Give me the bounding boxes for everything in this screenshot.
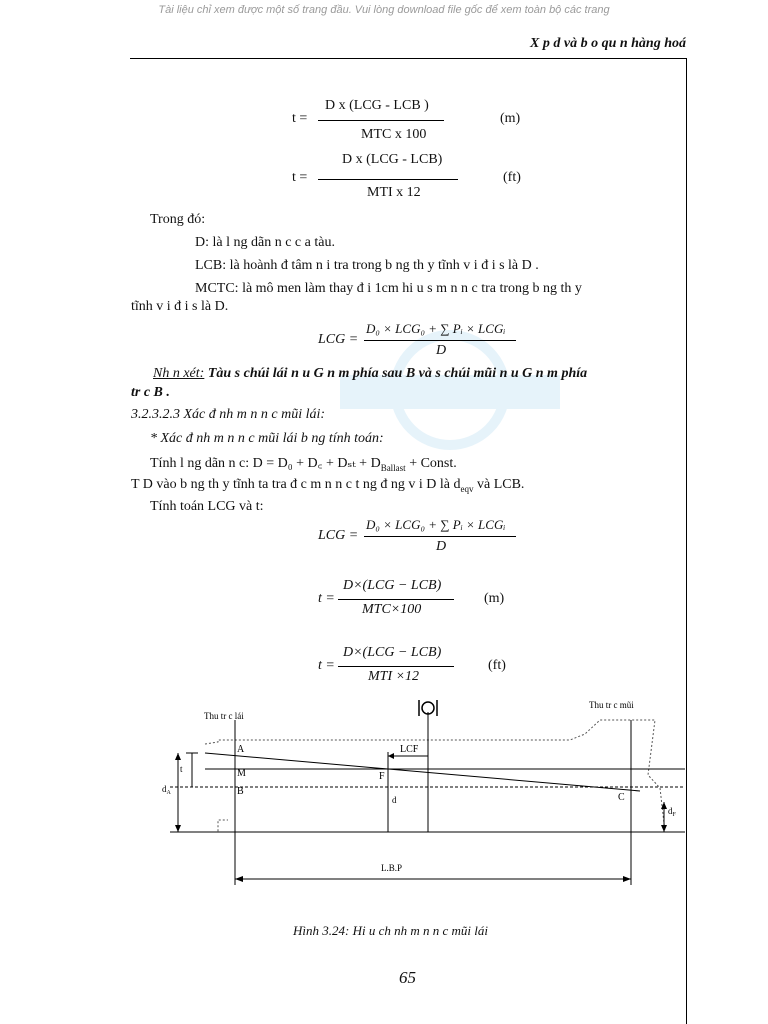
lcg-formula-bar [364,340,516,341]
lcg-formula-numerator: D₀ × LCG₀ + ∑ Pᵢ × LCGᵢ [366,321,506,336]
aft-perpendicular-label: Thu tr c lái [204,711,244,721]
t-formula-ft-numerator: D×(LCG − LCB) [343,645,442,660]
remark-line2: tr c B . [131,385,170,400]
hull-outline [205,720,665,832]
lcg-formula-lhs: LCG = [318,332,359,347]
preview-banner: Tài liệu chỉ xem được một số trang đầu. Vui lòng download file gốc để xem toàn bộ các trang [158,4,610,16]
hydrostatic-text: T D vào b ng th y tĩnh ta tra đ c m n n c t ng đ ng v i D là d [131,477,461,492]
trong-do-label: Trong đó: [150,212,206,227]
t-formula-m-lhs: t = [318,591,335,606]
section-subheading: * Xác đ nh m n n c mũi lái b ng tính toán: [150,431,384,446]
displacement-line [150,453,457,473]
hydrostatic-line [131,477,524,494]
lbp-label: L.B.P [381,863,403,873]
lcg-formula2-lhs: LCG = [318,528,359,543]
lcg-formula2-numerator: D₀ × LCG₀ + ∑ Pᵢ × LCGᵢ [366,517,506,532]
header-rule [130,58,686,59]
trim-diagram [0,690,768,910]
section-heading: 3.2.3.2.3 Xác đ nh m n n c mũi lái: [131,407,326,422]
lcf-label: LCF [400,744,419,755]
t-formula-m-denominator: MTC×100 [362,602,422,617]
point-a-label: A [237,744,245,755]
remark-label: Nh n xét: [153,366,205,381]
point-m-label: M [237,768,246,779]
lcg-formula-denominator: D [436,343,447,358]
figure-caption: Hình 3.24: Hi u ch nh m n n c mũi lái [293,923,488,938]
definition-d: D: là l ng dãn n c c a tàu. [195,235,335,250]
point-f-label: F [379,771,385,782]
trimmed-waterline [205,753,640,791]
t-formula-m-numerator: D×(LCG − LCB) [343,578,442,593]
formula-ft-bar [318,179,458,180]
remark-line1 [153,366,587,382]
formula-m-denominator: MTC x 100 [361,127,427,142]
formula-m-bar [318,120,444,121]
t-formula-ft-denominator: MTI ×12 [368,669,420,684]
page-number: 65 [399,968,416,987]
formula-ft-unit: (ft) [503,170,521,185]
displacement-text: Tính l ng dãn n c: D = D₀ + D꜀ + Dₛₜ + D [150,456,381,471]
definition-mctc-line1: MCTC: là mô men làm thay đ i 1cm hi u s m n n c tra trong b ng th y [195,281,582,296]
lcg-formula2-denominator: D [436,539,447,554]
ballast-subscript: Ballast [380,462,406,473]
point-b-label: B [237,786,244,797]
running-header: X p d và b o qu n hàng hoá [530,36,686,51]
t-formula-ft-lhs: t = [318,658,335,673]
d-label: d [392,795,397,805]
formula-ft-denominator: MTI x 12 [367,185,421,200]
hydrostatic-tail: và LCB. [473,477,525,492]
df-label: $d_F$ [668,806,676,818]
eqv-subscript: eqv [460,483,474,494]
t-formula-ft-unit: (ft) [488,658,506,673]
formula-m-numerator: D x (LCG - LCB ) [325,98,429,113]
formula-ft-lhs: t = [292,170,308,185]
lcg-formula2-bar [364,536,516,537]
formula-ft-numerator: D x (LCG - LCB) [342,152,443,167]
formula-m-lhs: t = [292,111,308,126]
compute-line: Tính toán LCG và t: [150,499,264,514]
t-formula-m-unit: (m) [484,591,505,606]
t-formula-m-bar [338,599,454,600]
remark-text: Tàu s chúi lái n u G n m phía sau B và s chúi mũi n u G n m phía [204,366,588,381]
t-formula-ft-bar [338,666,454,667]
da-label: $d_A$ [162,784,171,796]
formula-m-unit: (m) [500,111,521,126]
point-c-label: C [618,792,625,803]
fwd-perpendicular-label: Thu tr c mũi [589,700,634,710]
definition-lcb: LCB: là hoành đ tâm n i tra trong b ng th y tĩnh v i đ i s là D . [195,258,539,273]
displacement-tail: + Const. [405,456,457,471]
definition-mctc-line2: tĩnh v i đ i s là D. [131,299,229,314]
t-label: t [180,764,183,774]
